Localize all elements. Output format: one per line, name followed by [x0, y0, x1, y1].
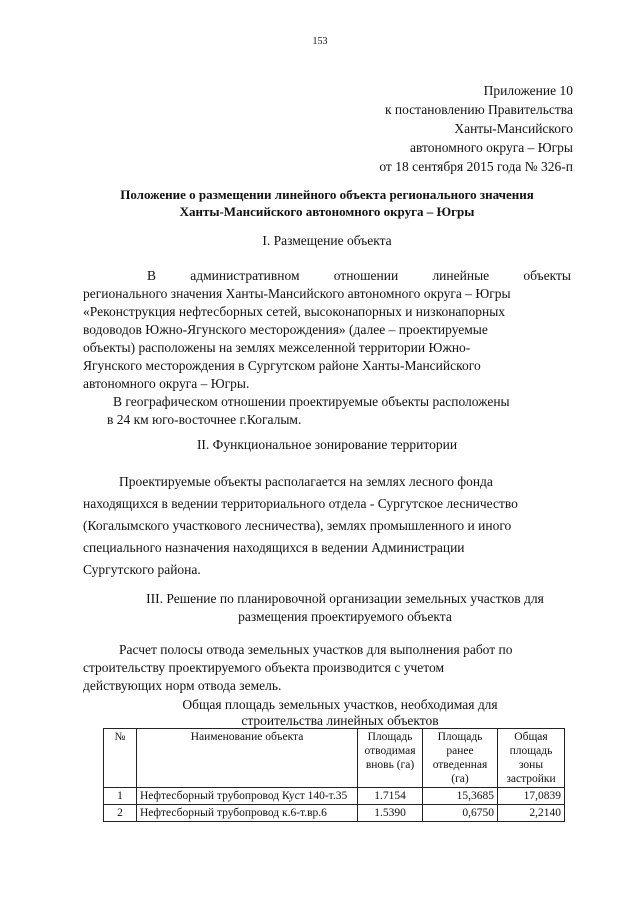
line-text: действующих норм отвода земель. — [83, 678, 282, 693]
title-line-2: Ханты-Мансийского автономного округа – Югры — [179, 204, 475, 219]
section-3-heading — [100, 590, 590, 626]
paragraph-line — [83, 411, 571, 429]
appendix-block — [379, 81, 573, 176]
header-area-previous: Площадь ранее отведенная (га) — [423, 729, 498, 788]
cell-name: Нефтесборный трубопровод к.6-т.вр.6 — [137, 805, 358, 822]
word: линейные — [432, 268, 490, 283]
line-text: (Когалымского участкового лесничества), землях промышленного и иного — [83, 518, 512, 533]
line-text: находящихся в ведении территориального отдела - Сургутское лесничество — [83, 496, 518, 511]
word: объекты — [523, 268, 571, 283]
cell-area-new: 1.5390 — [358, 805, 423, 822]
paragraph-line — [83, 471, 571, 493]
section-1-paragraph-1 — [83, 267, 571, 429]
line-text: В географическом отношении проектируемые объекты расположены — [113, 394, 510, 409]
line-text: строительству проектируемого объекта производится с учетом — [83, 660, 445, 675]
word: отношении — [333, 268, 399, 283]
line-text: Проектируемые объекты располагается на землях лесного фонда — [119, 474, 493, 489]
paragraph-line — [83, 285, 571, 303]
paragraph-line — [83, 493, 571, 515]
cell-name: Нефтесборный трубопровод Куст 140-т.35 — [137, 788, 358, 805]
paragraph-line — [83, 659, 571, 677]
header-area-total: Общая площадь зоны застройки — [498, 729, 565, 788]
section-2-paragraph — [83, 471, 571, 581]
appendix-line: автономного округа – Югры — [410, 140, 573, 155]
table-row — [104, 788, 565, 805]
line-text: автономного округа – Югры. — [83, 376, 250, 391]
paragraph-line — [83, 677, 571, 695]
paragraph-line — [83, 515, 571, 537]
heading-line-2: размещения проектируемого объекта — [238, 609, 452, 624]
cell-area-previous: 15,3685 — [423, 788, 498, 805]
cell-area-new: 1.7154 — [358, 788, 423, 805]
paragraph-line — [83, 393, 571, 411]
word: административном — [190, 268, 300, 283]
line-text: водоводов Южно-Ягунского месторождения» (далее – проектируемые — [83, 322, 488, 337]
title-line-1: Положение о размещении линейного объекта регионального значения — [120, 187, 534, 202]
heading-line-1: III. Решение по планировочной организации земельных участков для — [146, 591, 544, 606]
cell-area-previous: 0,6750 — [423, 805, 498, 822]
line-text: регионального значения Ханты-Мансийского автономного округа – Югры — [83, 286, 511, 301]
cell-area-total: 2,2140 — [498, 805, 565, 822]
document-title — [72, 186, 582, 220]
section-2-heading: II. Функциональное зонирование территории — [196, 437, 458, 452]
line-text: «Реконструкция нефтесборных сетей, высоконапорных и низконапорных — [83, 304, 506, 319]
paragraph-line — [83, 375, 571, 393]
line-text: Ягунского месторождения в Сургутском районе Ханты-Мансийского — [83, 358, 481, 373]
paragraph-line — [83, 267, 571, 285]
line-text: Расчет полосы отвода земельных участков для выполнения работ по — [119, 642, 513, 657]
appendix-line: к постановлению Правительства — [384, 102, 573, 117]
section-1-heading: I. Размещение объекта — [262, 233, 392, 248]
word: В — [147, 268, 157, 283]
appendix-line: Приложение 10 — [483, 83, 573, 98]
page-number: 153 — [312, 36, 328, 47]
table-caption — [110, 697, 570, 729]
paragraph-line — [83, 559, 571, 581]
appendix-line: Ханты-Мансийского — [454, 121, 573, 136]
section-3-paragraph — [83, 641, 571, 695]
table-row — [104, 805, 565, 822]
cell-area-total: 17,0839 — [498, 788, 565, 805]
line-text: Сургутского района. — [83, 562, 201, 577]
line-text: специального назначения находящихся в ведении Администрации — [83, 540, 465, 555]
cell-num: 1 — [104, 788, 137, 805]
paragraph-line — [83, 641, 571, 659]
line-text: в 24 км юго-восточнее г.Когалым. — [107, 412, 302, 427]
paragraph-line — [83, 321, 571, 339]
header-name: Наименование объекта — [137, 729, 358, 788]
header-num: № — [104, 729, 137, 788]
header-area-new: Площадь отводимая вновь (га) — [358, 729, 423, 788]
paragraph-line — [83, 537, 571, 559]
paragraph-line — [83, 303, 571, 321]
table-header-row — [104, 729, 565, 788]
paragraph-line — [83, 357, 571, 375]
appendix-line: от 18 сентября 2015 года № 326-п — [379, 159, 573, 174]
land-area-table — [103, 728, 565, 822]
cell-num: 2 — [104, 805, 137, 822]
caption-line-2: строительства линейных объектов — [241, 713, 439, 728]
line-text: объекты) расположены на землях межселенной территории Южно- — [83, 340, 471, 355]
paragraph-line — [83, 339, 571, 357]
caption-line-1: Общая площадь земельных участков, необходимая для — [182, 697, 498, 712]
